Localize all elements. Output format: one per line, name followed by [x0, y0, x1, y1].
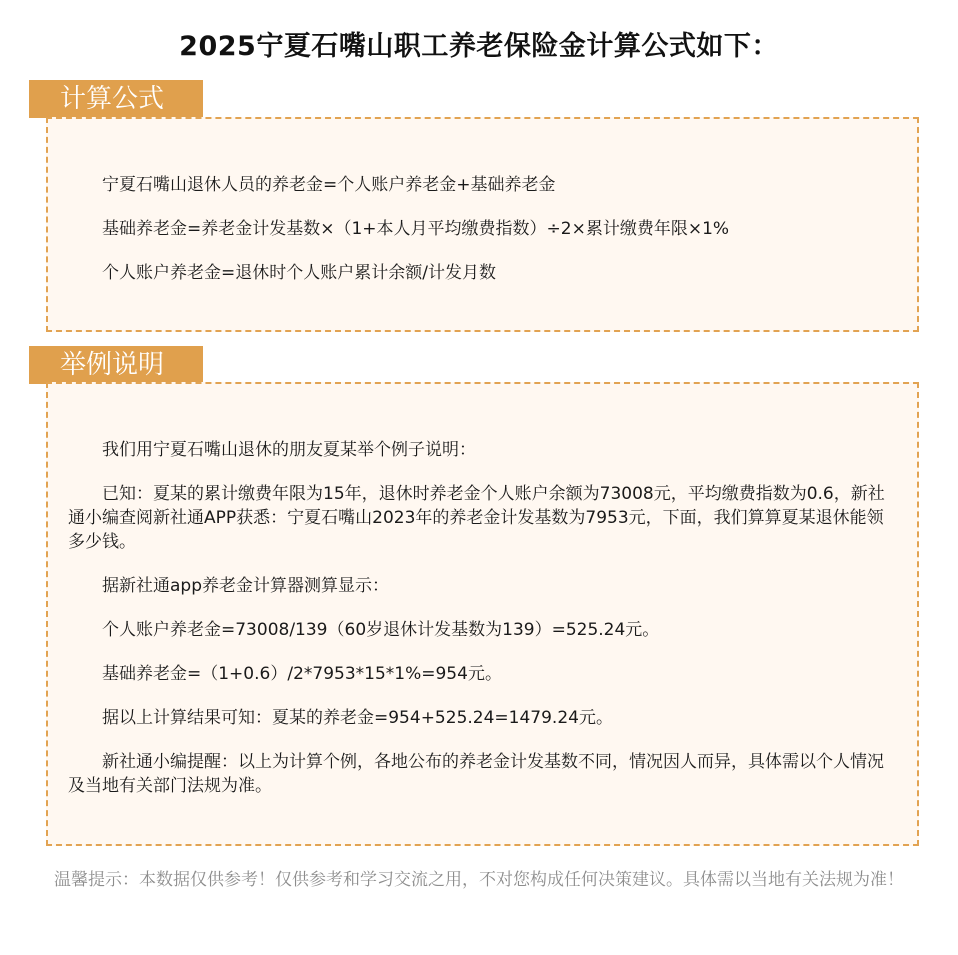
example-paragraph: 个人账户养老金=73008/139（60岁退休计发基数为139）=525.24元。 — [102, 620, 660, 640]
formula-line: 个人账户养老金=退休时个人账户累计余额/计发月数 — [102, 263, 496, 283]
example-paragraph: 据新社通app养老金计算器测算显示： — [102, 576, 389, 596]
footer-tip: 温馨提示：本数据仅供参考！仅供参考和学习交流之用，不对您构成任何决策建议。具体需以当地有关法规为准！ — [54, 870, 904, 890]
example-paragraph: 基础养老金=（1+0.6）/2*7953*15*1%=954元。 — [102, 664, 502, 684]
formula-line: 宁夏石嘴山退休人员的养老金=个人账户养老金+基础养老金 — [102, 175, 556, 195]
example-section-tab: 举例说明 — [29, 346, 203, 384]
example-paragraph: 新社通小编提醒：以上为计算个例，各地公布的养老金计发基数不同，情况因人而异，具体需以个人情况及当地有关部门法规为准。 — [68, 752, 884, 796]
example-section-box — [46, 382, 919, 846]
example-paragraph: 据以上计算结果可知：夏某的养老金=954+525.24=1479.24元。 — [102, 708, 613, 728]
page-title: 2025宁夏石嘴山职工养老保险金计算公式如下： — [179, 31, 779, 62]
formula-section-tab: 计算公式 — [29, 80, 203, 118]
formula-section-box — [46, 117, 919, 332]
example-paragraph: 我们用宁夏石嘴山退休的朋友夏某举个例子说明： — [102, 440, 476, 460]
formula-line: 基础养老金=养老金计发基数×（1+本人月平均缴费指数）÷2×累计缴费年限×1% — [102, 219, 730, 239]
example-paragraph: 已知：夏某的累计缴费年限为15年，退休时养老金个人账户余额为73008元，平均缴费指数为0.6，新社通小编查阅新社通APP获悉：宁夏石嘴山2023年的养老金计发基数为7953元，下面，我们算算夏某退休能领多少钱。 — [68, 484, 885, 552]
